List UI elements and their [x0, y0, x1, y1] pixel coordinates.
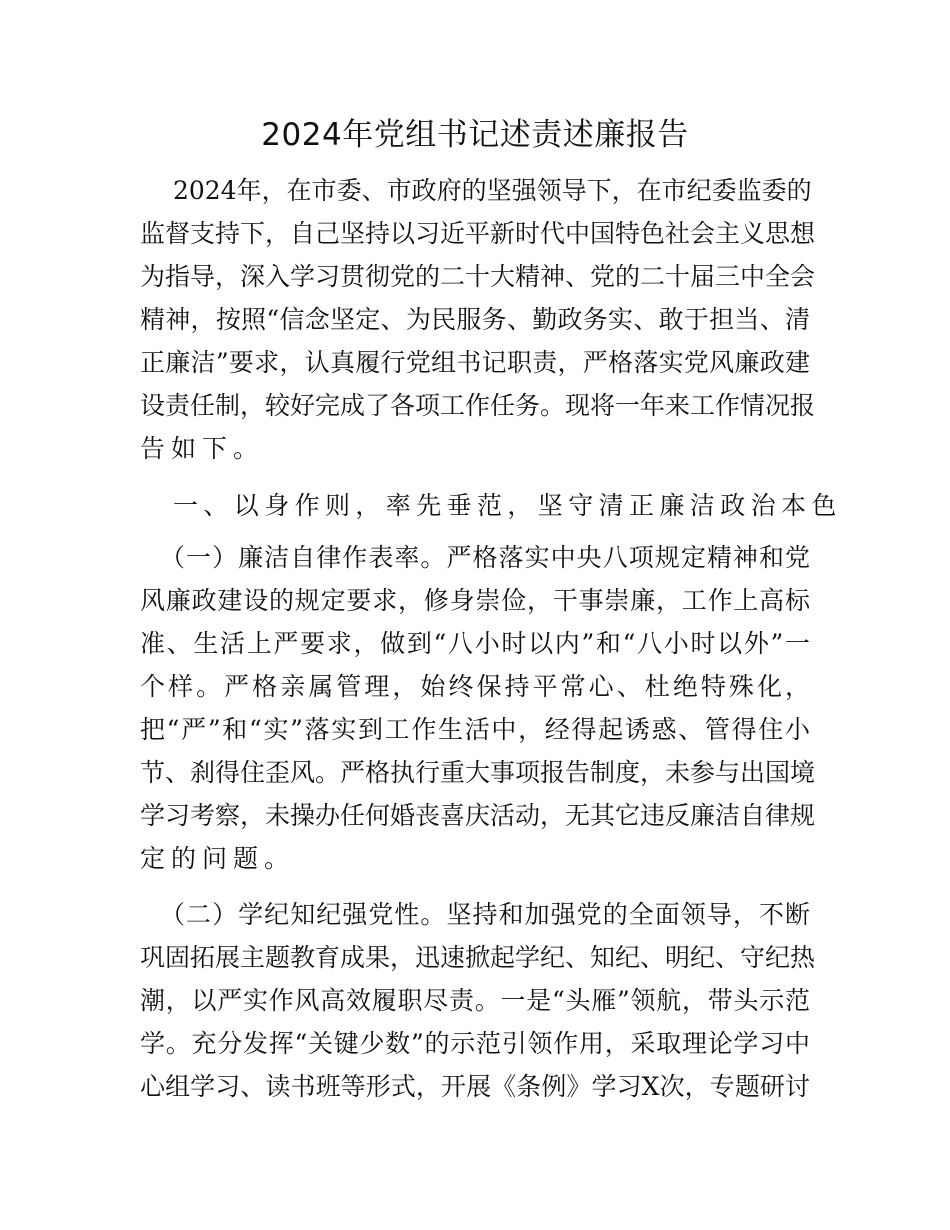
paragraph-line: 准、生活上严要求，做到“八小时以内”和“八小时以外”一: [140, 629, 810, 658]
document-title: 2024年党组书记述责述廉报告: [261, 117, 689, 153]
paragraph-line: 潮，以严实作风高效履职尽责。一是“头雁”领航，带头示范: [140, 986, 810, 1015]
paragraph-line: 心组学习、读书班等形式，开展《条例》学习X次，专题研讨: [140, 1072, 810, 1101]
paragraph-line: 正廉洁”要求，认真履行党组书记职责，严格落实党风廉政建: [140, 348, 810, 377]
paragraph-line: （一）廉洁自律作表率。严格落实中央八项规定精神和党: [160, 543, 810, 572]
paragraph-line: 学习考察，未操办任何婚丧喜庆活动，无其它违反廉洁自律规: [140, 801, 816, 830]
section-heading: 一、以身作则，率先垂范，坚守清正廉洁政治本色: [173, 491, 842, 520]
paragraph-line: 监督支持下，自己坚持以习近平新时代中国特色社会主义思想: [140, 219, 816, 248]
paragraph-line: 定的问题。: [140, 844, 296, 873]
paragraph-line: 告如下。: [140, 434, 265, 463]
paragraph-line: 学。充分发挥“关键少数”的示范引领作用，采取理论学习中: [140, 1029, 810, 1058]
paragraph-line: 个样。严格亲属管理，始终保持平常心、杜绝特殊化，: [140, 672, 810, 701]
paragraph-line: 精神，按照“信念坚定、为民服务、勤政务实、敢于担当、清: [140, 305, 810, 334]
paragraph-line: 把“严”和“实”落实到工作生活中，经得起诱惑、管得住小: [140, 715, 810, 744]
paragraph-line: 为指导，深入学习贯彻党的二十大精神、党的二十届三中全会: [140, 262, 816, 291]
paragraph-line: （二）学纪知纪强党性。坚持和加强党的全面领导，不断: [160, 900, 810, 929]
paragraph-line: 巩固拓展主题教育成果，迅速掀起学纪、知纪、明纪、守纪热: [140, 943, 816, 972]
paragraph-line: 风廉政建设的规定要求，修身崇俭，干事崇廉，工作上高标: [140, 586, 810, 615]
paragraph-line: 2024年，在市委、市政府的坚强领导下，在市纪委监委的: [173, 176, 812, 205]
paragraph-line: 设责任制，较好完成了各项工作任务。现将一年来工作情况报: [140, 391, 816, 420]
paragraph-line: 节、刹得住歪风。严格执行重大事项报告制度，未参与出国境: [140, 758, 816, 787]
